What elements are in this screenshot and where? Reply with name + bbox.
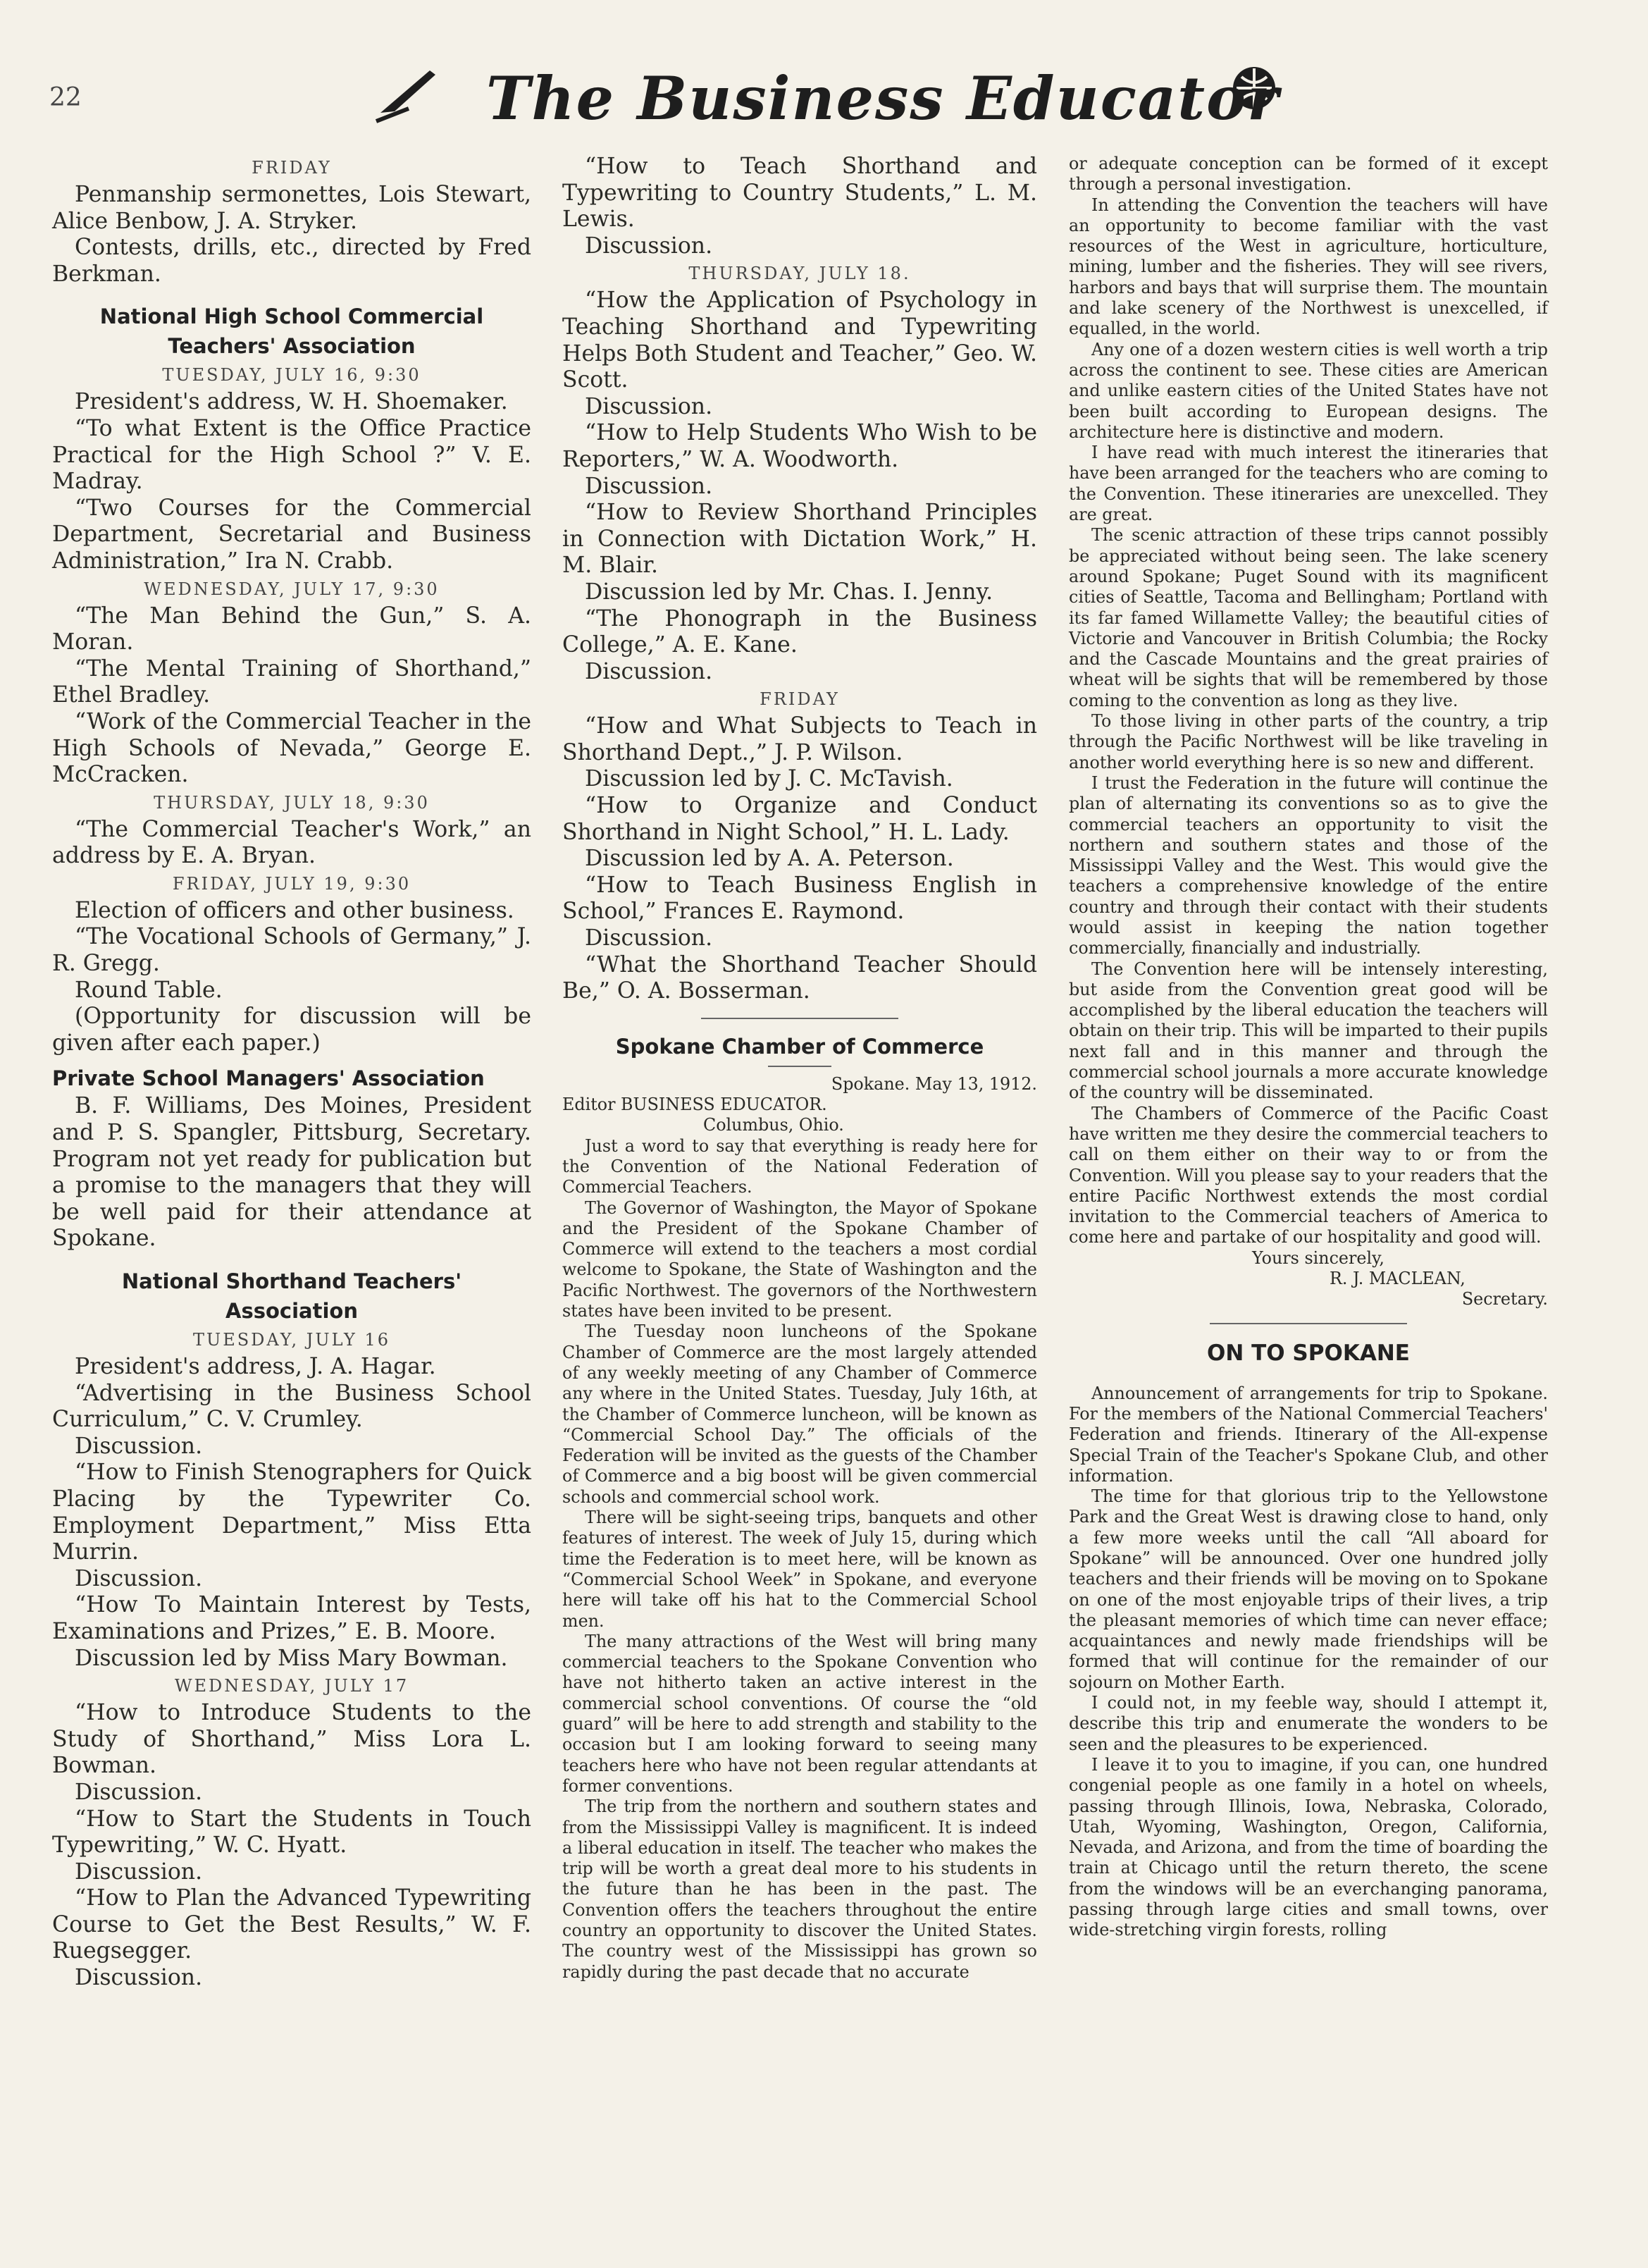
program-item: “The Vocational Schools of Germany,” J. R. Gregg. xyxy=(52,924,531,977)
letter-paragraph: I trust the Federation in the future will continue the plan of alternating its conventions so as to give the commercial teachers an opportunity to visit the northern and southern states and those of the Mississippi Valley and the West. This would give the teachers a comprehensive knowledge of the entire country and through their contact with their students would assist in keeping the nation together commercially, financially and industrially. xyxy=(1069,772,1548,959)
program-item: “How to Plan the Advanced Typewriting Course to Get the Best Results,” W. F. Ruegsegger. xyxy=(52,1885,531,1964)
day-label: FRIDAY, JULY 19, 9:30 xyxy=(172,873,411,894)
section-heading: National Shorthand Teachers' Association xyxy=(121,1269,462,1323)
letter-paragraph: The Governor of Washington, the Mayor of Spokane and the President of the Spokane Chamber of Commerce will extend to the teachers a most cordial welcome to Spokane, the State of Washington and the Pacific Northwest. The governors of the Northwestern states have been invited to be present. xyxy=(562,1197,1037,1321)
program-item: Penmanship sermonettes, Lois Stewart, Alice Benbow, J. A. Stryker. xyxy=(52,182,531,234)
program-item: Discussion. xyxy=(585,393,713,419)
program-item: “The Commercial Teacher's Work,” an address by E. A. Bryan. xyxy=(52,816,531,869)
day-label: TUESDAY, JULY 16 xyxy=(192,1330,391,1350)
program-item: “How to Help Students Who Wish to be Reporters,” W. A. Woodworth. xyxy=(562,420,1037,472)
program-item: “The Man Behind the Gun,” S. A. Moran. xyxy=(52,603,531,655)
program-item: “What the Shorthand Teacher Should Be,” O. A. Bosserman. xyxy=(562,951,1037,1004)
program-item: “How To Maintain Interest by Tests, Examinations and Prizes,” E. B. Moore. xyxy=(52,1592,531,1644)
masthead-title: The Business Educator xyxy=(486,63,1280,133)
program-item: “How to Teach Shorthand and Typewriting to Country Students,” L. M. Lewis. xyxy=(562,154,1037,233)
section-heading: Private School Managers' Association xyxy=(52,1066,485,1091)
letter-addressee: Editor BUSINESS EDUCATOR. xyxy=(562,1095,827,1115)
program-item: Discussion. xyxy=(75,1565,203,1591)
letter-paragraph: The Convention here will be intensely interesting, but aside from the Convention great good will be accomplished by the liberal education the teachers will obtain on their trip. This will be imparted to their pupils next fall and in this manner and through the commercial school journals a more accurate knowledge of the country will be disseminated. xyxy=(1069,959,1548,1103)
program-item: “Advertising in the Business School Curriculum,” C. V. Crumley. xyxy=(52,1380,531,1433)
day-label: WEDNESDAY, JULY 17 xyxy=(174,1676,409,1696)
program-item: President's address, W. H. Shoemaker. xyxy=(75,389,508,415)
day-label: FRIDAY xyxy=(252,158,332,178)
letter-paragraph: The many attractions of the West will bring many commercial teachers to the Spokane Convention who have not hitherto taken an active interest in the commercial school conventions. Of course the “old guard” will be here to add strength and stability to the occasion but I am looking forward to seeing many teachers here who have not been regular attendants at former conventions. xyxy=(562,1631,1037,1796)
program-item: (Opportunity for discussion will be given after each paper.) xyxy=(52,1004,531,1056)
masthead xyxy=(366,56,1282,134)
letter-paragraph: The Tuesday noon luncheons of the Spokane Chamber of Commerce are the most largely attended of any weekly meeting of any Chamber of Commerce any where in the United States. Tuesday, July 16th, at the Chamber of Commerce luncheon, will be known as “Commercial School Day.” The officials of the Federation will be invited as the guests of the Chamber of Commerce and a big boost will be given commercial schools and commercial school work. xyxy=(562,1321,1037,1507)
program-item: Discussion. xyxy=(75,1965,203,1991)
program-item: “How the Application of Psychology in Teaching Shorthand and Typewriting Helps Both Student and Teacher,” Geo. W. Scott. xyxy=(562,288,1037,393)
letter-paragraph: In attending the Convention the teachers will have an opportunity to become familiar with the vast resources of the West in agriculture, horticulture, mining, lumber and the fisheries. They will see rivers, harbors and bays that will surprise them. The mountain and lake scenery of the Northwest is unexcelled, if equalled, in the world. xyxy=(1069,195,1548,339)
program-item: “The Phonograph in the Business College,” A. E. Kane. xyxy=(562,605,1037,658)
program-item: Discussion led by J. C. McTavish. xyxy=(585,766,953,792)
column-3 xyxy=(1069,154,1548,1941)
program-item: Discussion led by A. A. Peterson. xyxy=(585,846,954,872)
letter-paragraph: There will be sight-seeing trips, banquets and other features of interest. The week of July 15, during which time the Federation is to meet here, will be known as “Commercial School Week” in Spokane, and everyone here will take off his hat to the Commercial School men. xyxy=(562,1508,1037,1631)
program-item: “To what Extent is the Office Practice Practical for the High School ?” V. E. Madray. xyxy=(52,415,531,495)
program-item: Contests, drills, etc., directed by Fred Berkman. xyxy=(52,235,531,287)
letter-closing: Yours sincerely, xyxy=(1252,1247,1384,1268)
program-item: “How to Finish Stenographers for Quick Placing by the Typewriter Co. Employment Department,” Miss Etta Murrin. xyxy=(52,1460,531,1565)
program-item: “How to Start the Students in Touch Typewriting,” W. C. Hyatt. xyxy=(52,1806,531,1859)
article-paragraph: Announcement of arrangements for trip to Spokane. For the members of the National Commercial Teachers' Federation and friends. Itinerary of the All-expense Special Train of the Teacher's Spokane Club, and other information. xyxy=(1069,1383,1548,1486)
letter-addressee-city: Columbus, Ohio. xyxy=(703,1115,844,1135)
letter-paragraph: The trip from the northern and southern states and from the Mississippi Valley is magnificent. It is indeed a liberal education in itself. The teacher who makes the trip will be worth a great deal more to his students in the future than he has been in the past. The Convention offers the teachers throughout the entire country an opportunity to discover the United States. The country west of the Mississippi has grown so rapidly during the past decade that no accurate xyxy=(562,1796,1037,1982)
program-item: Discussion. xyxy=(75,1433,203,1459)
letter-paragraph: I have read with much interest the itineraries that have been arranged for the teachers who are coming to the Convention. These itineraries are unexcelled. They are great. xyxy=(1069,443,1548,525)
letter-paragraph: or adequate conception can be formed of it except through a personal investigation. xyxy=(1069,154,1548,195)
letter-paragraph: Any one of a dozen western cities is well worth a trip across the continent to see. These cities are American and unlike eastern cities of the United States have not been built according to European designs. The architecture here is distinctive and modern. xyxy=(1069,339,1548,442)
letter-signer: R. J. MACLEAN, xyxy=(1330,1269,1466,1289)
article-paragraph: I could not, in my feeble way, should I attempt it, describe this trip and enumerate the wonders to be seen and the pleasures to be experienced. xyxy=(1069,1693,1548,1754)
program-item: “How to Review Shorthand Principles in Connection with Dictation Work,” H. M. Blair. xyxy=(562,500,1037,579)
day-label: TUESDAY, JULY 16, 9:30 xyxy=(162,365,421,386)
program-item: Discussion. xyxy=(75,1779,203,1805)
program-item: Election of officers and other business. xyxy=(75,897,514,923)
program-item: “How to Organize and Conduct Shorthand in Night School,” H. L. Lady. xyxy=(562,793,1037,845)
column-1 xyxy=(52,154,531,1992)
program-item: “How to Introduce Students to the Study of Shorthand,” Miss Lora L. Bowman. xyxy=(52,1700,531,1779)
program-item: “The Mental Training of Shorthand,” Ethel Bradley. xyxy=(52,655,531,708)
letter-signer-title: Secretary. xyxy=(1461,1289,1548,1309)
program-item: Discussion led by Mr. Chas. I. Jenny. xyxy=(585,579,993,605)
section-heading: National High School Commercial Teachers' Association xyxy=(99,304,484,359)
section-heading: Spokane Chamber of Commerce xyxy=(615,1034,984,1059)
program-item: Discussion. xyxy=(585,233,713,259)
program-item: Discussion. xyxy=(585,925,713,951)
program-item: Discussion. xyxy=(585,658,713,684)
day-label: THURSDAY, JULY 18. xyxy=(688,264,911,284)
program-item: President's address, J. A. Hagar. xyxy=(75,1354,436,1379)
program-item: “How and What Subjects to Teach in Shorthand Dept.,” J. P. Wilson. xyxy=(562,713,1037,765)
divider xyxy=(1210,1323,1407,1324)
letter-dateline: Spokane. May 13, 1912. xyxy=(831,1073,1037,1094)
day-label: WEDNESDAY, JULY 17, 9:30 xyxy=(144,579,440,599)
program-item: Discussion. xyxy=(75,1859,203,1885)
program-item: Discussion. xyxy=(585,473,713,499)
program-item: “How to Teach Business English in School,” Frances E. Raymond. xyxy=(562,872,1037,925)
article-paragraph: I leave it to you to imagine, if you can, one hundred congenial people as one family in a hotel on wheels, passing through Illinois, Iowa, Nebraska, Colorado, Utah, Wyoming, Washington, Oregon, California, Nevada, and Arizona, and from the time of boarding the train at Chicago until the return thereto, the scene from the windows will be an everchanging panorama, passing through large cities and small towns, over wide-stretching virgin forests, rolling xyxy=(1069,1754,1548,1940)
paragraph: B. F. Williams, Des Moines, President and P. S. Spangler, Pittsburg, Secretary. Program not yet ready for publication but a promise to the managers that they will be well paid for their attendance at Spokane. xyxy=(52,1093,531,1252)
program-item: Round Table. xyxy=(75,977,223,1003)
letter-paragraph: To those living in other parts of the country, a trip through the Pacific Northwest will be like traveling in another world everything here is so new and different. xyxy=(1069,711,1548,772)
letter-paragraph: Just a word to say that everything is ready here for the Convention of the National Federation of Commercial Teachers. xyxy=(562,1135,1037,1197)
program-item: “Two Courses for the Commercial Department, Secretarial and Business Administration,” Ira N. Crabb. xyxy=(52,495,531,574)
letter-paragraph: The scenic attraction of these trips cannot possibly be appreciated without being seen. The lake scenery around Spokane; Puget Sound with its magnificent cities of Seattle, Tacoma and Bellingham; Portland with its far famed Willamette Valley; the beautiful cities of Victorie and Vancouver in British Columbia; the Rocky and the Cascade Mountains and the great prairies of wheat will be sights that will be remembered by those coming to the convention as long as they live. xyxy=(1069,525,1548,710)
section-heading: ON TO SPOKANE xyxy=(1207,1340,1410,1366)
letter-paragraph: The Chambers of Commerce of the Pacific Coast have written me they desire the commercial teachers to call on them either on their way to or from the Convention. Will you please say to your readers that the entire Pacific Northwest extends the most cordial invitation to the Commercial teachers of America to come here and partake of our hospitality and good will. xyxy=(1069,1103,1548,1247)
day-label: THURSDAY, JULY 18, 9:30 xyxy=(154,792,430,813)
article-paragraph: The time for that glorious trip to the Yellowstone Park and the Great West is drawing close to hand, only a few more weeks until the call “All aboard for Spokane” will be announced. Over one hundred jolly teachers and their friends will be moving on to Spokane on one of the most enjoyable trips of their lives, a trip the pleasant memories of which time can never efface; acquaintances and newly made friendships will be formed that will continue for the remainder of our sojourn on Mother Earth. xyxy=(1069,1486,1548,1692)
page-number: 22 xyxy=(49,83,82,112)
divider xyxy=(768,1066,831,1067)
divider xyxy=(701,1018,898,1019)
program-item: “Work of the Commercial Teacher in the High Schools of Nevada,” George E. McCracken. xyxy=(52,708,531,788)
program-item: Discussion led by Miss Mary Bowman. xyxy=(75,1645,508,1671)
day-label: FRIDAY xyxy=(760,689,840,710)
column-2 xyxy=(562,154,1037,1983)
